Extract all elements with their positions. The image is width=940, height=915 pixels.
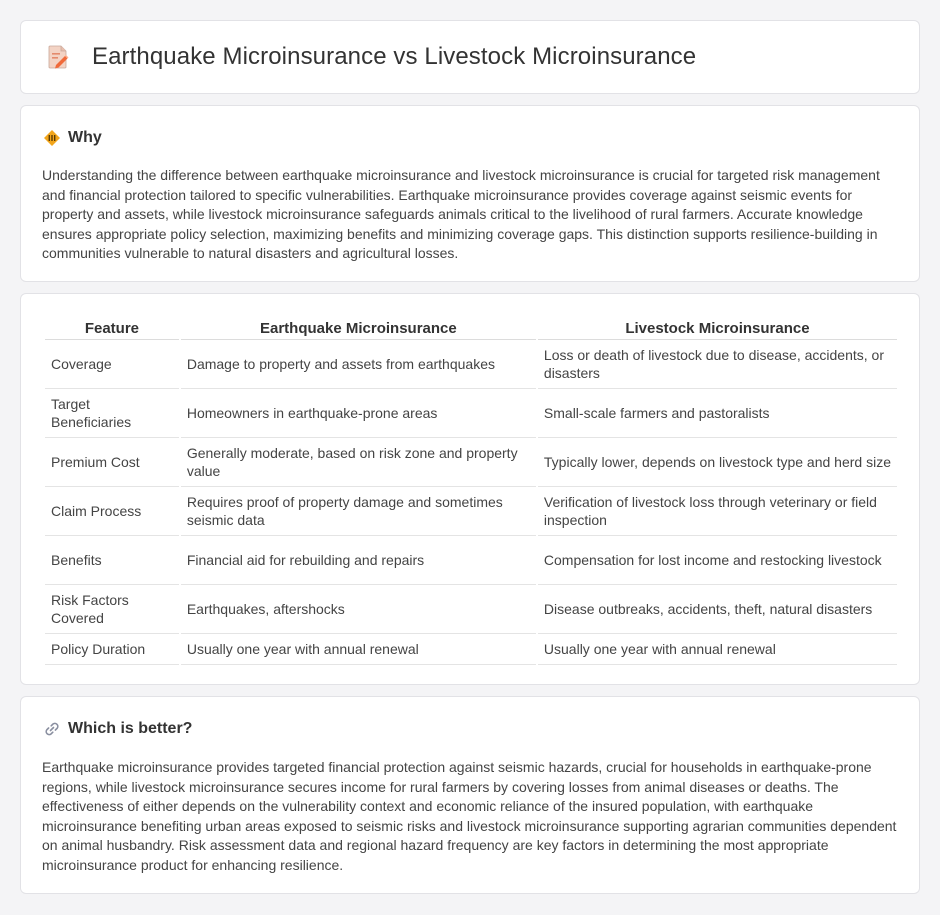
warning-diamond-icon	[42, 128, 62, 148]
table-row	[45, 438, 897, 487]
feature-cell: Target Beneficiaries	[45, 389, 179, 438]
livestock-cell: Usually one year with annual renewal	[538, 634, 897, 665]
feature-cell: Risk Factors Covered	[45, 585, 179, 634]
earthquake-cell: Homeowners in earthquake-prone areas	[181, 389, 536, 438]
table-header-row	[45, 318, 897, 340]
link-icon	[42, 719, 62, 739]
column-header: Livestock Microinsurance	[538, 318, 897, 340]
table-row	[45, 487, 897, 536]
document-pencil-icon	[47, 45, 69, 69]
why-paragraph: Understanding the difference between earthquake microinsurance and livestock microinsurance is crucial for targeted risk management and financial protection tailored to specific vulnerabilities. Earthquake microinsurance provides coverage against seismic events for property and assets, while livestock microinsurance safeguards animals critical to the livelihood of rural farmers. Accurate knowledge ensures appropriate policy selection, maximizing benefits and minimizing coverage gaps. This distinction supports resilience-building in communities vulnerable to natural disasters and agricultural losses.	[42, 167, 880, 262]
feature-cell: Policy Duration	[45, 634, 179, 665]
table-row	[45, 536, 897, 585]
header-card	[20, 20, 920, 94]
feature-cell: Premium Cost	[45, 438, 179, 487]
livestock-cell: Compensation for lost income and restocking livestock	[538, 536, 897, 585]
table-row	[45, 389, 897, 438]
earthquake-cell: Generally moderate, based on risk zone and property value	[181, 438, 536, 487]
column-header: Feature	[45, 318, 179, 340]
livestock-cell: Disease outbreaks, accidents, theft, natural disasters	[538, 585, 897, 634]
feature-cell: Claim Process	[45, 487, 179, 536]
livestock-cell: Verification of livestock loss through veterinary or field inspection	[538, 487, 897, 536]
table-row	[45, 340, 897, 389]
earthquake-cell: Damage to property and assets from earthquakes	[181, 340, 536, 389]
why-heading: Why	[68, 129, 102, 146]
earthquake-cell: Usually one year with annual renewal	[181, 634, 536, 665]
livestock-cell: Loss or death of livestock due to disease, accidents, or disasters	[538, 340, 897, 389]
earthquake-cell: Earthquakes, aftershocks	[181, 585, 536, 634]
earthquake-cell: Financial aid for rebuilding and repairs	[181, 536, 536, 585]
comparison-table-card	[20, 293, 920, 685]
which-is-better-heading: Which is better?	[68, 720, 193, 737]
which-is-better-paragraph: Earthquake microinsurance provides targeted financial protection against seismic hazards, crucial for households in earthquake-prone regions, while livestock microinsurance secures income for rural farmers by covering losses from animal diseases or deaths. The effectiveness of either depends on the vulnerability context and economic reliance of the insured population, with earthquake microinsurance benefiting urban areas exposed to seismic risks and livestock microinsurance supporting agrarian communities dependent on animal husbandry. Risk assessment data and regional hazard frequency are key factors in determining the most appropriate microinsurance product for enhancing resilience.	[42, 759, 897, 873]
page-title: Earthquake Microinsurance vs Livestock Microinsurance	[92, 43, 697, 70]
comparison-table	[43, 318, 899, 665]
table-row	[45, 634, 897, 665]
why-section	[20, 105, 920, 282]
earthquake-cell: Requires proof of property damage and sometimes seismic data	[181, 487, 536, 536]
livestock-cell: Typically lower, depends on livestock type and herd size	[538, 438, 897, 487]
which-is-better-section	[20, 696, 920, 894]
feature-cell: Coverage	[45, 340, 179, 389]
column-header: Earthquake Microinsurance	[181, 318, 536, 340]
feature-cell: Benefits	[45, 536, 179, 585]
livestock-cell: Small-scale farmers and pastoralists	[538, 389, 897, 438]
table-row	[45, 585, 897, 634]
